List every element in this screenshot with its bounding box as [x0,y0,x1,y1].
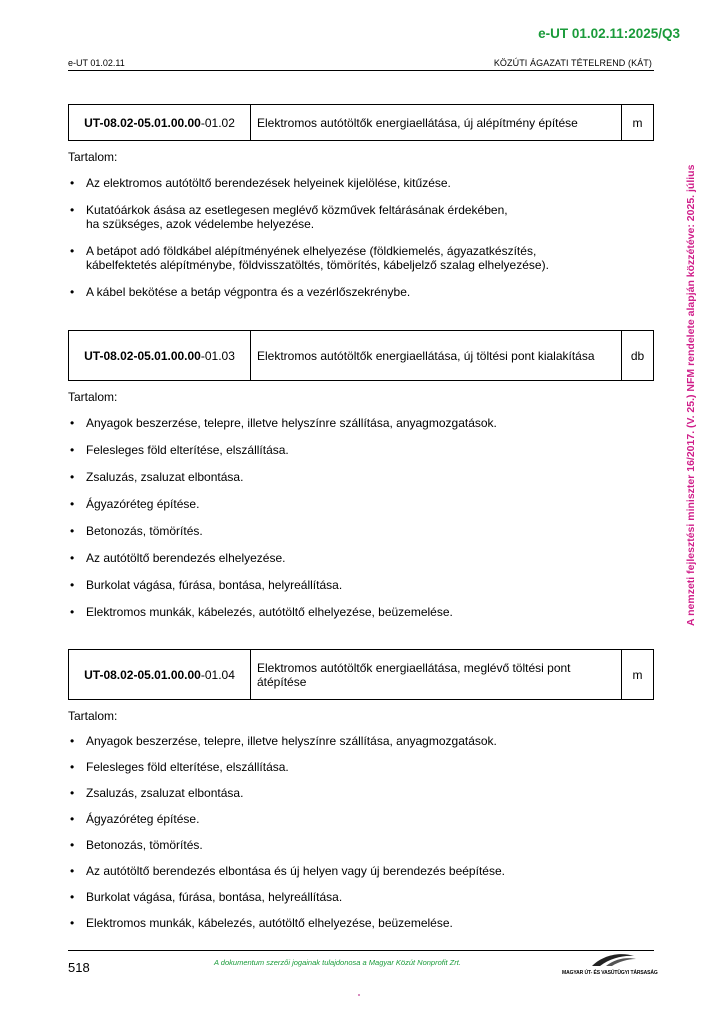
content-label: Tartalom: [68,390,118,404]
list-item: • Zsaluzás, zsaluzat elbontása. [68,786,628,800]
list-item: • Az elektromos autótöltő berendezések helyeinek kijelölése, kitűzése. [68,176,628,190]
content-list [68,416,628,619]
content-list [68,734,628,930]
list-item: • Betonozás, tömörítés. [68,838,628,852]
side-publication-note: A nemzeti fejlesztési miniszter 16/2017. (V. 25.) NFM rendelete alapján közzétéve: 2025. július [685,164,697,626]
list-item: • Felesleges föld elterítése, elszállítása. [68,760,628,774]
header-right: KÖZÚTI ÁGAZATI TÉTELREND (KÁT) [493,58,652,68]
content-label: Tartalom: [68,709,118,723]
list-item: • Anyagok beszerzése, telepre, illetve helyszínre szállítása, anyagmozgatások. [68,416,628,430]
list-item: • Az autótöltő berendezés elhelyezése. [68,551,628,565]
item-description: Elektromos autótöltők energiaellátása, új alépítmény építése [251,105,622,140]
item-description: Elektromos autótöltők energiaellátása, új töltési pont kialakítása [251,331,622,380]
stray-mark [358,994,360,996]
list-item: • Elektromos munkák, kábelezés, autótöltő elhelyezése, beüzemelése. [68,916,628,930]
list-item: • A betápot adó földkábel alépítményének elhelyezése (földkiemelés, ágyazatkészítés, kábelfektetés alépítménybe, földvisszatöltés, tömörítés, kábeljelző szalag elhelyezése). [68,244,628,272]
item-code: UT-08.02-05.01.00.00 [84,667,201,682]
list-item: • Anyagok beszerzése, telepre, illetve helyszínre szállítása, anyagmozgatások. [68,734,628,748]
item-description: Elektromos autótöltők energiaellátása, meglévő töltési pont átépítése [251,650,622,699]
logo-swoosh-icon [562,950,654,970]
list-item: • Elektromos munkák, kábelezés, autótöltő elhelyezése, beüzemelése. [68,605,628,619]
item-code-cell [69,650,251,699]
item-table-0102 [68,104,654,141]
item-unit: m [632,667,643,682]
item-code: UT-08.02-05.01.00.00 [84,348,201,363]
header-divider [68,70,654,71]
list-item: • Az autótöltő berendezés elbontása és új helyen vagy új berendezés beépítése. [68,864,628,878]
list-item: • Zsaluzás, zsaluzat elbontása. [68,470,628,484]
header-left: e-UT 01.02.11 [68,58,125,68]
item-unit: m [632,115,643,130]
content-list [68,176,628,299]
item-code-suffix: -01.02 [200,115,235,130]
list-item: • Ágyazóréteg építése. [68,812,628,826]
item-code-cell [69,331,251,380]
list-item: • Ágyazóréteg építése. [68,497,628,511]
list-item: • Kutatóárkok ásása az esetlegesen meglévő közművek feltárásának érdekében, ha szükséges, azok védelembe helyezése. [68,203,628,231]
item-table-0104 [68,649,654,700]
item-code-cell [69,105,251,140]
item-unit: db [630,348,645,363]
item-code-suffix: -01.04 [200,667,235,682]
content-label: Tartalom: [68,150,118,164]
copyright-note: A dokumentum szerzői jogainak tulajdonosa a Magyar Közút Nonprofit Zrt. [214,958,461,967]
list-item: • A kábel bekötése a betáp végpontra és a vezérlőszekrénybe. [68,285,628,299]
list-item: • Burkolat vágása, fúrása, bontása, helyreállítása. [68,578,628,592]
document-code: e-UT 01.02.11:2025/Q3 [538,26,680,41]
logo-text: MAGYAR ÚT- ÉS VASÚTÜGYI TÁRSASÁG [562,970,658,976]
list-item: • Felesleges föld elterítése, elszállítása. [68,443,628,457]
list-item: • Burkolat vágása, fúrása, bontása, helyreállítása. [68,890,628,904]
page-number: 518 [68,960,90,975]
item-code-suffix: -01.03 [200,348,235,363]
list-item: • Betonozás, tömörítés. [68,524,628,538]
item-code: UT-08.02-05.01.00.00 [84,115,201,130]
item-table-0103 [68,330,654,381]
company-logo [562,950,658,976]
